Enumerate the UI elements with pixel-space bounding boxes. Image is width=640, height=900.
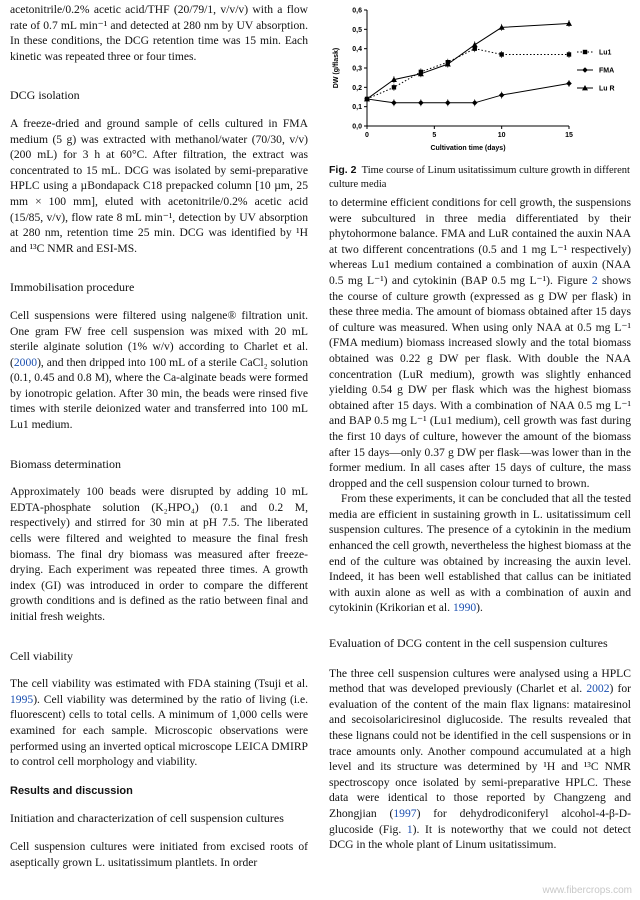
data-point-fma (499, 92, 505, 98)
y-tick-label: 0,2 (352, 84, 362, 92)
figure-2 (329, 0, 631, 170)
y-tick-label: 0,1 (352, 104, 362, 112)
y-tick-label: 0,3 (352, 65, 362, 73)
citation-link-changzeng-1997[interactable]: 1997 (393, 806, 417, 820)
heading-dcg-evaluation: Evaluation of DCG content in the cell suspension cultures (329, 636, 608, 651)
data-point-lu1 (499, 52, 503, 56)
paragraph-dcg-isolation: A freeze-dried and ground sample of cells cultured in FMA medium (5 g) was extracted with methanol/water (70/30, v/v) (200 mL) for 3 h at 60°C. After filtration, the extract was concentrated to 15 mL. DCG was isolated by semi-preparative HPLC using a µBondapack C18 prepacked column [10 µm, 25 mm × 100 mm], eluted with acetonitrile/0.2% acetic acid (15/85, v/v), flow rate 8 mL min⁻¹, detection by UV absorption at 280 nm, retention time 25 min. DCG was identified by ¹H and ¹³C NMR and ESI-MS. (10, 116, 308, 255)
series-line-lu1 (367, 49, 569, 99)
paragraph-conclusion: From these experiments, it can be concluded that all the tested media are efficient in sustaining growth in L. usitatissimum cell suspension cultures. The presence of a cytokinin in the medium enhanced the cell growth, nevertheless the highest biomass at the end of the culture was obtained by increasing the auxin level. Indeed, it has been well established that callus can be initiated with auxin alone as well as with a combination of auxin and cytokinin (Krikorian et al. 1990). (329, 492, 631, 615)
data-point-lu1 (392, 85, 396, 89)
data-point-fma (445, 100, 451, 106)
legend-marker-fma (582, 67, 588, 73)
legend-label-lu1: Lu1 (599, 49, 612, 57)
data-point-fma (472, 100, 478, 106)
paragraph-immobilisation: Cell suspensions were filtered using nalgene® filtration unit. One gram FW free cell suspension was mixed with 20 mL sterile alginate solution (1% w/v) according to Charlet et al. (2000), and then dripped into 100 mL of a sterile CaCl₂ solution (0.1, 0.45 and 0.8 M), where the Ca-alginate beads were formed by ionotropic gelation. After 30 min, the beads were rinsed five times with sterile deionized water and transferred into 100 mL Lu1 medium. (10, 308, 308, 432)
legend-label-fma: FMA (599, 67, 615, 75)
data-point-lu-r (472, 42, 478, 47)
growth-chart (329, 0, 631, 160)
heading-initiation: Initiation and characterization of cell suspension cultures (10, 811, 284, 826)
legend-label-lu-r: Lu R (599, 85, 615, 93)
citation-link-charlet-2002[interactable]: 2002 (586, 682, 610, 696)
heading-dcg-isolation: DCG isolation (10, 88, 80, 103)
paragraph-dcg-evaluation: The three cell suspension cultures were analysed using a HPLC method that was developed previously (Charlet et al. 2002) for evaluation of the content of the main flax lignans: matairesinol and secoisolariciresinol diglucoside. The results revealed that these lignans could not be identified in the cell suspensions or in trace amounts only. Another compound accumulated at a high level and its structure was determined by ¹H and ¹³C NMR spectroscopy once isolated by semi-preparative HPLC. These data were identical to those reported by Changzeng and Zhongjian (1997) for dehydrodiconiferyl alcohol-4-β-D-glucoside (Fig. 1). It is noteworthy that we could not detect DCG in the whole plant of Linum usitatissimum. (329, 666, 631, 852)
figure-link-2[interactable]: 2 (591, 273, 598, 287)
paragraph-cell-viability: The cell viability was estimated with FDA staining (Tsuji et al. 1995). Cell viability was determined by the ratio of living (i.e. fluorescent) cells to total cells. A minimum of 1,000 cells were examined for each sample. Microscopic observations were performed using an inverted optical microscope LEICA DMIRP to control cell morphology and viability. (10, 677, 308, 769)
paragraph-initiation: Cell suspension cultures were initiated from excised roots of aseptically grown L. usitatissimum plantlets. In order (10, 839, 308, 869)
methods-intro-paragraph: acetonitrile/0.2% acetic acid/THF (20/79/1, v/v/v) with a flow rate of 0.7 mL min⁻¹ and detected at 280 nm by UV absorption. In these conditions, the DCG retention time was 15 min. Each kinetic was repeated three or four times. (10, 3, 308, 63)
heading-biomass: Biomass determination (10, 456, 121, 471)
paragraph-biomass: Approximately 100 beads were disrupted by adding 10 mL EDTA-phosphate solution (K₂HPO₄) (0.1 and 0.2 M, respectively) and stirred for 30 min at pH 7.5. The liberated cells were filtered and weighted to measure the final fresh biomass. The final dry biomass was measured after freeze-drying. Each experiment was repeated three times. A growth index (GI) was introduced in order to compare the different growth conditions and is defined as the ratio between final and initial fresh weights. (10, 485, 308, 623)
x-tick-label: 15 (565, 132, 573, 139)
y-tick-label: 0,5 (352, 26, 362, 34)
y-tick-label: 0,0 (352, 123, 362, 131)
legend-marker-lu1 (583, 50, 587, 54)
heading-results-discussion: Results and discussion (10, 784, 133, 797)
data-point-fma (391, 100, 397, 106)
figure-caption (329, 164, 631, 191)
series-line-lu-r (367, 24, 569, 99)
x-tick-label: 0 (365, 132, 369, 139)
paragraph-growth-results: to determine efficient conditions for cell growth, the suspensions were subcultured in three media differentiated by their phytohormone balance. FMA and LuR contained the auxin NAA at two different concentrations (0.5 and 1 mg L⁻¹ respectively) whereas Lu1 medium contained a combination of auxin (NAA 0.5 mg L⁻¹) and cytokinin (BAP 0.5 mg L⁻¹). Figure 2 shows the course of culture growth (expressed as g DW per flask) in these three media. The amount of biomass obtained after 15 days of culture was measured. When using only NAA at 0.5 mg L⁻¹ (FMA medium) biomass increased slowly and the total biomass obtained was 0.22 g DW per flask. With double the NAA concentration (LuR medium), growth was slightly enhanced yielding 0.54 g DW per flask which was the highest biomass obtained after 15 days. With a combination of NAA 0.5 mg L⁻¹ and BAP 0.5 mg L⁻¹ (Lu1 medium), cell growth was fast during the first 10 days of culture, however the amount of the biomass after 15 days—only 0.37 g DW per flask—was lower than in the former medium. In all cases after 15 days of culture, the mass dropped and the cell suspension colour turned to brown. (329, 196, 631, 490)
citation-link-charlet-2000[interactable]: 2000 (13, 355, 38, 369)
data-point-fma (418, 100, 424, 106)
caption-text: Time course of Linum usitatissimum culture growth in different culture media (329, 165, 630, 190)
y-tick-label: 0,4 (352, 46, 362, 54)
caption-label: Fig. 2 (329, 164, 357, 176)
series-line-fma (367, 83, 569, 102)
heading-cell-viability: Cell viability (10, 648, 73, 663)
y-axis-label: DW (g/flask) (333, 47, 340, 89)
x-axis-label: Cultivation time (days) (430, 145, 506, 152)
x-tick-label: 5 (432, 132, 437, 139)
data-point-lu1 (567, 52, 571, 56)
heading-immobilisation: Immobilisation procedure (10, 280, 135, 295)
x-tick-label: 10 (497, 132, 506, 139)
citation-link-tsuji-1995[interactable]: 1995 (10, 692, 34, 706)
left-column (10, 0, 308, 870)
right-column (329, 195, 631, 853)
data-point-fma (566, 81, 572, 87)
figure-link-1[interactable]: 1 (406, 822, 413, 836)
watermark-text: www.fibercrops.com (542, 885, 632, 896)
citation-link-krikorian-1990[interactable]: 1990 (452, 601, 477, 615)
y-tick-label: 0,6 (352, 7, 362, 15)
